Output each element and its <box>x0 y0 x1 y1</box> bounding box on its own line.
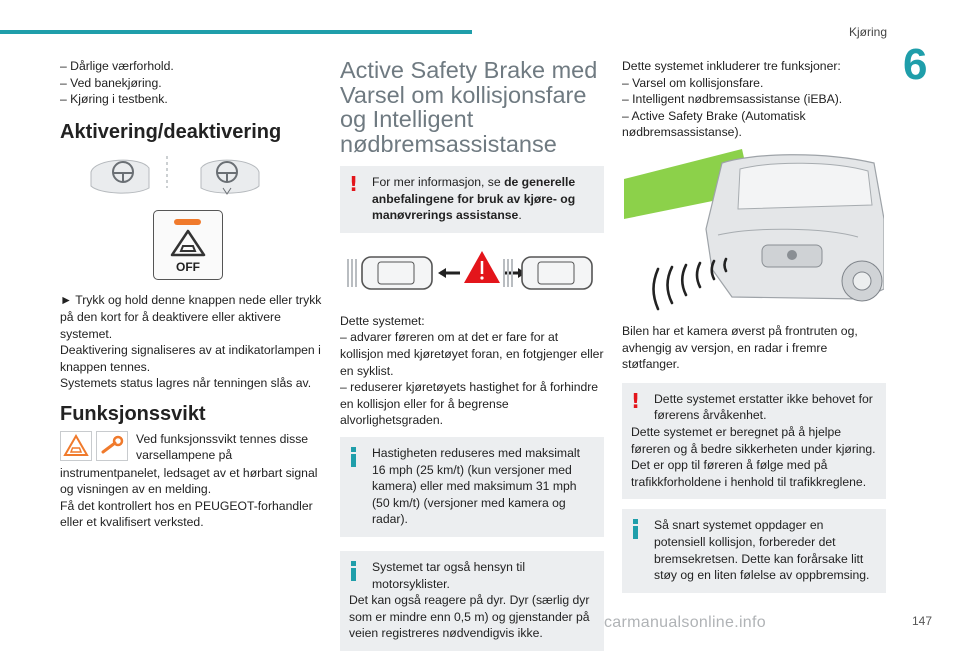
collision-warning-icon <box>170 229 206 257</box>
warning-lamp-icons <box>60 431 132 463</box>
warning-icon: ! <box>631 388 641 413</box>
chapter-name: Kjøring <box>848 25 887 39</box>
warning-text: For mer informasjon, se de generelle anbefalingene for bruk av kjøre- og manøvrerings assistanse. <box>372 175 576 223</box>
warning-text: Dette systemet erstatter ikke behovet for førerens årvåkenhet. <box>654 391 873 423</box>
heading-fault: Funksjonssvikt <box>60 402 206 425</box>
fault-text: Få det kontrollert hos en PEUGEOT-forhandler eller et kvalifisert verksted. <box>60 498 313 530</box>
column-3 <box>622 58 886 593</box>
intro-text: – Active Safety Brake (Automatisk nødbremsassistanse). <box>622 108 806 140</box>
column-1 <box>60 58 322 531</box>
indicator-lamp <box>174 219 201 225</box>
warning-box <box>340 166 604 233</box>
steering-wheel-button-illustration <box>85 154 265 202</box>
system-text: – advarer føreren om at det er fare for at kollisjon med kjøretøyet foran, en fotgjenger eller en syklist. <box>340 330 604 378</box>
chapter-number: 6 <box>903 40 928 89</box>
off-button-icon <box>153 210 223 280</box>
intro-text: Dette systemet inkluderer tre funksjoner: <box>622 59 841 73</box>
warning-box <box>622 383 886 500</box>
info-text: Hastigheten reduseres med maksimalt 16 mph (25 km/t) (kun versjoner med kamera) eller med maksimum 31 mph (50 km/t) (versjoner med kamera og radar). <box>372 445 580 527</box>
collision-illustration <box>342 243 602 303</box>
fault-text-first: Ved funksjonssvikt tennes disse varsellampene på <box>136 431 309 463</box>
car-camera-radar-illustration <box>622 149 884 315</box>
system-text: – reduserer kjøretøyets hastighet for å forhindre en kollisjon eller for å begrense alvorlighetsgraden. <box>340 380 599 428</box>
section-title: Active Safety Brake med Varsel om kollisjonsfare og Intelligent nødbremsassistanse <box>340 57 598 157</box>
warning-icon: ! <box>349 172 359 196</box>
warning-text: Dette systemet er beregnet på å hjelpe føreren og å bedre sikkerheten under kjøring. Det er opp til føreren å følge med på trafikkforholdene i henhold til trafikkreglene. <box>631 424 876 489</box>
watermark: carmanualsonline.info <box>604 614 766 631</box>
header-accent-bar <box>0 30 472 34</box>
fault-text: instrumentpanelet, ledsaget av et hørbart signal og visningen av en melding. <box>60 465 318 497</box>
intro-text: – Varsel om kollisjonsfare. <box>622 75 764 90</box>
info-icon <box>351 561 356 581</box>
condition-item: – Ved banekjøring. <box>60 75 162 90</box>
condition-item: – Dårlige værforhold. <box>60 59 174 73</box>
column-2 <box>340 58 604 651</box>
heading-activation: Aktivering/deaktivering <box>60 120 282 143</box>
activation-instruction: ► Trykk og hold denne knappen nede eller trykk på den kort for å deaktivere eller aktivere systemet. <box>60 293 322 341</box>
info-icon <box>351 447 356 467</box>
system-text: Dette systemet: <box>340 313 425 328</box>
info-box <box>622 509 886 592</box>
info-text: Så snart systemet oppdager en potensiell kollisjon, forbereder det bremsekretsen. Dette kan forårsake litt støy og en liten følelse av oppbremsing. <box>654 518 870 583</box>
wrench-icon <box>96 431 128 461</box>
activation-instruction: Systemets status lagres når tenningen slås av. <box>60 376 312 391</box>
page-number: 147 <box>911 614 932 628</box>
info-icon <box>633 519 638 539</box>
collision-warning-lamp-icon <box>60 431 92 461</box>
off-label: OFF <box>176 260 200 275</box>
info-text: Systemet tar også hensyn til motorsyklister. <box>372 559 526 591</box>
condition-item: – Kjøring i testbenk. <box>60 92 168 107</box>
activation-instruction: Deaktivering signaliseres av at indikatorlampen i knappen tennes. <box>60 343 321 374</box>
info-text: Det kan også reagere på dyr. Dyr (særlig dyr som er mindre enn 0,5 m) og gjenstander på veien registreres nødvendigvis ikke. <box>349 593 590 641</box>
info-box-2 <box>340 551 604 651</box>
intro-text: – Intelligent nødbremsassistanse (iEBA). <box>622 92 843 107</box>
info-box-1 <box>340 437 604 537</box>
camera-text: Bilen har et kamera øverst på frontruten og, avhengig av versjon, en radar i fremre støtfanger. <box>622 323 858 372</box>
